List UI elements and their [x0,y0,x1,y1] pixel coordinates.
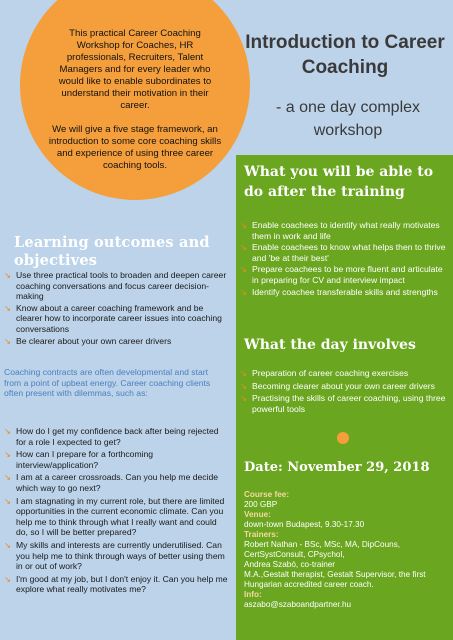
intro-paragraph-1: This practical Career Coaching Workshop for Coaches, HR professionals, Recruiters, Talent Managers and for every leader who would like to enable subordinates to understand their motivation in their career. [58,28,212,111]
list-item: ↘ Practising the skills of career coaching, using three powerful tools [240,393,448,414]
course-details [244,490,450,610]
list-item: ↘ Enable coachees to know what helps then to thrive and 'be at their best' [240,242,448,263]
fee-value: 200 GBP [244,500,278,509]
list-item: ↘ Prepare coachees to be more fluent and articulate in preparing for CV and interview impact [240,264,448,285]
venue-label: Venue: [244,510,271,519]
list-item: ↘ Enable coachees to identify what really motivates them in work and life [240,220,448,241]
trainers-label: Trainers: [244,530,279,539]
info-label: Info: [244,590,262,599]
list-item: ↘ I am stagnating in my current role, but there are limited opportunities in the current economic climate. Can you help me to think through what I really want and could do, so I will be better prepared? [4,496,230,538]
list-item: ↘ Be clearer about your own career drivers [4,336,230,347]
trainer-line: Andrea Szabó, co-trainer [244,560,336,569]
list-item: ↘ I'm good at my job, but I don't enjoy it. Can you help me explore what really motivates me? [4,574,230,595]
list-item: ↘ Use three practical tools to broaden and deepen career coaching conversations and focus career decision-making [4,270,230,302]
day-involves-list [240,368,448,414]
venue-value: down-town Budapest, 9.30-17.30 [244,520,365,529]
list-item: ↘ Becoming clearer about your own career drivers [240,381,448,392]
intro-text [48,28,222,172]
list-item: ↘ Preparation of career coaching exercises [240,368,448,379]
list-item: ↘ I am at a career crossroads. Can you help me decide which way to go next? [4,472,230,493]
fee-label: Course fee: [244,490,290,499]
learning-outcomes-heading: Learning outcomes and objectives [14,234,210,269]
dilemma-questions-list [4,426,230,595]
list-item: ↘ How can I prepare for a forthcoming interview/application? [4,449,230,470]
orange-dot-divider [337,432,349,444]
day-involves-heading: What the day involves [244,337,416,353]
list-item: ↘ My skills and interests are currently underutilised. Can you help me to think through ways of better using them in or out of work? [4,540,230,572]
able-to-do-heading: What you will be able to do after the training [244,164,434,200]
info-email[interactable]: aszabo@szaboandpartner.hu [244,600,352,609]
intro-paragraph-2: We will give a five stage framework, an introduction to some core coaching skills and experience of using three career coaching tools. [48,124,222,171]
list-item: ↘ How do I get my confidence back after being rejected for a role I expected to get? [4,426,230,447]
list-item: ↘ Identify coachee transferable skills and strengths [240,287,448,298]
page-title: Introduction to Career Coaching [245,32,445,78]
date-heading: Date: November 29, 2018 [244,460,430,475]
coaching-intro-text: Coaching contracts are often developmental and start from a point of upbeat energy. Career coaching clients often present with dilemmas, such as: [4,367,211,399]
page-subtitle: - a one day complex workshop [275,99,421,139]
able-to-do-list [240,220,448,297]
trainer-line: M.A.,Gestalt therapist, Gestalt Supervisor, the first Hungarian accredited career coach. [244,570,426,589]
learning-outcomes-list [4,270,230,346]
list-item: ↘ Know about a career coaching framework and be clearer how to incorporate career issues into coaching conversations [4,303,230,335]
trainer-line: Robert Nathan - BSc, MSc, MA, DipCouns, CertSystConsult, CPsychol, [244,540,401,559]
